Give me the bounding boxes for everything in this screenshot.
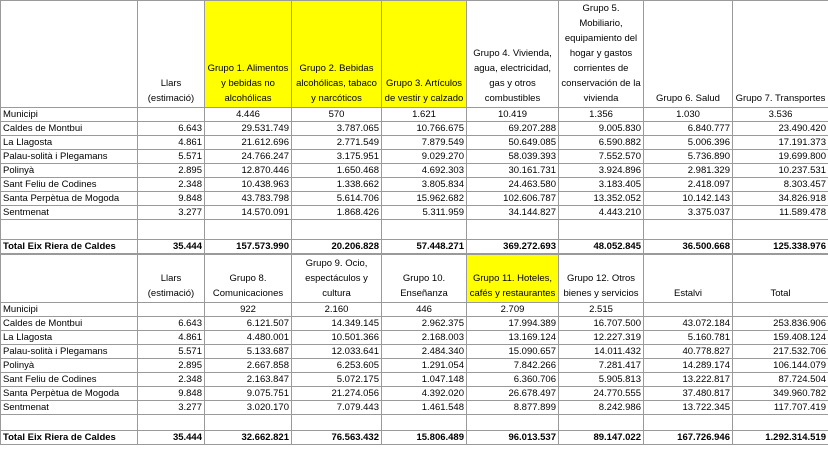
empty-cell (644, 415, 733, 431)
table-cell: 3.924.896 (559, 164, 644, 178)
municipi-count: 2.160 (292, 303, 382, 317)
empty-cell (467, 220, 559, 240)
table-cell: 7.552.570 (559, 150, 644, 164)
table-cell: 29.531.749 (205, 122, 292, 136)
table-cell: 2.667.858 (205, 359, 292, 373)
table-row (1, 136, 828, 150)
municipi-label: Municipi (1, 108, 138, 122)
column-header: Grupo 9. Ocio, espectáculos y cultura (292, 255, 382, 303)
table-cell: 14.289.174 (644, 359, 733, 373)
total-cell: 32.662.821 (205, 431, 292, 445)
table-row (1, 401, 828, 415)
row-label: La Llagosta (1, 331, 138, 345)
table-cell: 3.277 (138, 206, 205, 220)
row-label: Sant Feliu de Codines (1, 373, 138, 387)
table-row (1, 178, 828, 192)
total-cell: 35.444 (138, 240, 205, 254)
table-cell: 30.161.731 (467, 164, 559, 178)
column-header: Grupo 1. Alimentos y bebidas no alcohólicas (205, 1, 292, 108)
row-label: Sentmenat (1, 401, 138, 415)
table-cell: 253.836.906 (733, 317, 828, 331)
column-header: Llars (estimació) (138, 255, 205, 303)
empty-cell (382, 220, 467, 240)
table-cell: 69.207.288 (467, 122, 559, 136)
table-cell: 2.484.340 (382, 345, 467, 359)
table-row (1, 122, 828, 136)
table-cell: 9.848 (138, 387, 205, 401)
empty-cell (205, 220, 292, 240)
header-row (1, 255, 828, 303)
table-cell: 2.895 (138, 359, 205, 373)
table-cell: 6.643 (138, 122, 205, 136)
table-cell: 5.614.706 (292, 192, 382, 206)
empty-cell (1, 415, 138, 431)
table-cell: 2.895 (138, 164, 205, 178)
table-cell: 9.005.830 (559, 122, 644, 136)
table-cell: 4.861 (138, 331, 205, 345)
column-header: Estalvi (644, 255, 733, 303)
table-cell: 10.438.963 (205, 178, 292, 192)
table-cell: 24.770.555 (559, 387, 644, 401)
table-cell: 9.848 (138, 192, 205, 206)
table-cell: 11.589.478 (733, 206, 828, 220)
table-cell: 4.443.210 (559, 206, 644, 220)
table-cell: 3.277 (138, 401, 205, 415)
table-cell: 3.175.951 (292, 150, 382, 164)
table-cell: 6.590.882 (559, 136, 644, 150)
table-cell: 6.360.706 (467, 373, 559, 387)
table-cell: 13.222.817 (644, 373, 733, 387)
municipi-count: 3.536 (733, 108, 828, 122)
empty-cell (467, 415, 559, 431)
municipi-row (1, 303, 828, 317)
table-cell: 10.501.366 (292, 331, 382, 345)
table-row (1, 387, 828, 401)
table-cell: 15.090.657 (467, 345, 559, 359)
empty-cell (382, 415, 467, 431)
column-header: Grupo 7. Transportes (733, 1, 828, 108)
table-cell: 1.291.054 (382, 359, 467, 373)
table-cell: 17.994.389 (467, 317, 559, 331)
table-cell: 14.349.145 (292, 317, 382, 331)
total-cell: 125.338.976 (733, 240, 828, 254)
table-cell: 217.532.706 (733, 345, 828, 359)
total-cell: 167.726.946 (644, 431, 733, 445)
municipi-count: 570 (292, 108, 382, 122)
column-header: Grupo 2. Bebidas alcohólicas, tabaco y narcóticos (292, 1, 382, 108)
table-cell: 87.724.504 (733, 373, 828, 387)
table-cell: 102.606.787 (467, 192, 559, 206)
municipi-count: 1.356 (559, 108, 644, 122)
table-row (1, 206, 828, 220)
total-cell: 15.806.489 (382, 431, 467, 445)
column-header: Llars (estimació) (138, 1, 205, 108)
table-cell: 5.160.781 (644, 331, 733, 345)
total-cell: 157.573.990 (205, 240, 292, 254)
table-cell: 34.144.827 (467, 206, 559, 220)
total-cell: 96.013.537 (467, 431, 559, 445)
empty-cell (292, 415, 382, 431)
column-header: Total (733, 255, 828, 303)
total-row (1, 240, 828, 254)
table-cell: 1.338.662 (292, 178, 382, 192)
table-cell: 8.242.986 (559, 401, 644, 415)
table-row (1, 317, 828, 331)
table-row (1, 373, 828, 387)
table-cell: 5.736.890 (644, 150, 733, 164)
table-cell: 1.868.426 (292, 206, 382, 220)
table-cell: 4.480.001 (205, 331, 292, 345)
municipi-count (138, 108, 205, 122)
column-header: Grupo 4. Vivienda, agua, electricidad, gas y otros combustibles (467, 1, 559, 108)
table-cell: 6.253.605 (292, 359, 382, 373)
table-cell: 5.905.813 (559, 373, 644, 387)
empty-cell (205, 415, 292, 431)
table-cell: 5.311.959 (382, 206, 467, 220)
table-cell: 12.870.446 (205, 164, 292, 178)
empty-cell (292, 220, 382, 240)
municipi-count: 1.030 (644, 108, 733, 122)
table-cell: 43.072.184 (644, 317, 733, 331)
table-cell: 2.981.329 (644, 164, 733, 178)
table-cell: 6.121.507 (205, 317, 292, 331)
total-row (1, 431, 828, 445)
total-cell: 20.206.828 (292, 240, 382, 254)
row-label: Palau-solità i Plegamans (1, 345, 138, 359)
table-cell: 13.169.124 (467, 331, 559, 345)
empty-cell (644, 220, 733, 240)
municipi-row (1, 108, 828, 122)
column-header: Grupo 10. Enseñanza (382, 255, 467, 303)
table-cell: 23.490.420 (733, 122, 828, 136)
header-row (1, 1, 828, 108)
total-cell: 76.563.432 (292, 431, 382, 445)
table-cell: 5.133.687 (205, 345, 292, 359)
table-cell: 2.962.375 (382, 317, 467, 331)
table-cell: 106.144.079 (733, 359, 828, 373)
column-header: Grupo 3. Artículos de vestir y calzado (382, 1, 467, 108)
row-label: Caldes de Montbui (1, 317, 138, 331)
table-cell: 9.075.751 (205, 387, 292, 401)
table-cell: 1.461.548 (382, 401, 467, 415)
empty-cell (733, 415, 828, 431)
table-cell: 4.692.303 (382, 164, 467, 178)
table-cell: 13.722.345 (644, 401, 733, 415)
spacer-row (1, 415, 828, 431)
table-cell: 3.183.405 (559, 178, 644, 192)
table-cell: 1.047.148 (382, 373, 467, 387)
table-cell: 2.771.549 (292, 136, 382, 150)
total-cell: 369.272.693 (467, 240, 559, 254)
total-cell: 36.500.668 (644, 240, 733, 254)
table-cell: 349.960.782 (733, 387, 828, 401)
table-cell: 12.033.641 (292, 345, 382, 359)
table-cell: 13.352.052 (559, 192, 644, 206)
total-cell: 48.052.845 (559, 240, 644, 254)
table-cell: 9.029.270 (382, 150, 467, 164)
table-cell: 3.375.037 (644, 206, 733, 220)
table-cell: 10.766.675 (382, 122, 467, 136)
empty-cell (1, 220, 138, 240)
row-label: Sant Feliu de Codines (1, 178, 138, 192)
table-cell: 24.463.580 (467, 178, 559, 192)
row-label: Palau-solità i Plegamans (1, 150, 138, 164)
table-cell: 10.237.531 (733, 164, 828, 178)
table-cell: 4.392.020 (382, 387, 467, 401)
empty-cell (138, 220, 205, 240)
municipi-label: Municipi (1, 303, 138, 317)
empty-cell (559, 220, 644, 240)
table-cell: 43.783.798 (205, 192, 292, 206)
table-cell: 14.570.091 (205, 206, 292, 220)
table-cell: 50.649.085 (467, 136, 559, 150)
table-cell: 159.408.124 (733, 331, 828, 345)
table-cell: 7.281.417 (559, 359, 644, 373)
table-cell: 7.879.549 (382, 136, 467, 150)
table-cell: 5.571 (138, 345, 205, 359)
column-header: Grupo 6. Salud (644, 1, 733, 108)
table-cell: 5.571 (138, 150, 205, 164)
table-cell: 26.678.497 (467, 387, 559, 401)
column-header: Grupo 11. Hoteles, cafés y restaurantes (467, 255, 559, 303)
column-header: Grupo 5. Mobiliario, equipamiento del hogar y gastos corrientes de conservación de la vivienda (559, 1, 644, 108)
table-cell: 8.877.899 (467, 401, 559, 415)
spacer-row (1, 220, 828, 240)
empty-cell (733, 220, 828, 240)
row-label: Polinyà (1, 359, 138, 373)
table-cell: 7.842.266 (467, 359, 559, 373)
table-cell: 37.480.817 (644, 387, 733, 401)
table-cell: 2.168.003 (382, 331, 467, 345)
empty-cell (138, 415, 205, 431)
table-cell: 4.861 (138, 136, 205, 150)
table-cell: 21.612.696 (205, 136, 292, 150)
total-cell: 89.147.022 (559, 431, 644, 445)
row-label: Sentmenat (1, 206, 138, 220)
municipi-count: 2.515 (559, 303, 644, 317)
table-cell: 3.805.834 (382, 178, 467, 192)
total-label: Total Eix Riera de Caldes (1, 431, 138, 445)
table-cell: 14.011.432 (559, 345, 644, 359)
table-cell: 5.072.175 (292, 373, 382, 387)
table-cell: 2.163.847 (205, 373, 292, 387)
table-cell: 117.707.419 (733, 401, 828, 415)
total-label: Total Eix Riera de Caldes (1, 240, 138, 254)
total-cell: 57.448.271 (382, 240, 467, 254)
table-cell: 6.643 (138, 317, 205, 331)
table-cell: 5.006.396 (644, 136, 733, 150)
table-cell: 34.826.918 (733, 192, 828, 206)
table-row (1, 164, 828, 178)
municipi-count: 2.709 (467, 303, 559, 317)
municipi-count: 1.621 (382, 108, 467, 122)
table-row (1, 345, 828, 359)
table-cell: 6.840.777 (644, 122, 733, 136)
row-label: Santa Perpètua de Mogoda (1, 192, 138, 206)
table-cell: 8.303.457 (733, 178, 828, 192)
table-cell: 2.348 (138, 373, 205, 387)
municipi-count: 446 (382, 303, 467, 317)
row-label: Santa Perpètua de Mogoda (1, 387, 138, 401)
table-cell: 58.039.393 (467, 150, 559, 164)
table-row (1, 331, 828, 345)
row-label: La Llagosta (1, 136, 138, 150)
table-cell: 17.191.373 (733, 136, 828, 150)
table-cell: 10.142.143 (644, 192, 733, 206)
table-cell: 15.962.682 (382, 192, 467, 206)
table-cell: 2.348 (138, 178, 205, 192)
table-cell: 2.418.097 (644, 178, 733, 192)
table-cell: 7.079.443 (292, 401, 382, 415)
municipi-count (138, 303, 205, 317)
corner-cell (1, 1, 138, 108)
table-cell: 21.274.056 (292, 387, 382, 401)
table-cell: 16.707.500 (559, 317, 644, 331)
municipi-count (733, 303, 828, 317)
corner-cell (1, 255, 138, 303)
row-label: Caldes de Montbui (1, 122, 138, 136)
municipi-count: 10.419 (467, 108, 559, 122)
table-cell: 19.699.800 (733, 150, 828, 164)
table-cell: 3.787.065 (292, 122, 382, 136)
municipi-count: 4.446 (205, 108, 292, 122)
table-cell: 1.650.468 (292, 164, 382, 178)
municipi-count: 922 (205, 303, 292, 317)
spending-table-part-2 (0, 254, 828, 445)
total-cell: 35.444 (138, 431, 205, 445)
column-header: Grupo 8. Comunicaciones (205, 255, 292, 303)
table-row (1, 359, 828, 373)
table-cell: 40.778.827 (644, 345, 733, 359)
total-cell: 1.292.314.519 (733, 431, 828, 445)
table-row (1, 192, 828, 206)
table-cell: 3.020.170 (205, 401, 292, 415)
table-cell: 24.766.247 (205, 150, 292, 164)
table-cell: 12.227.319 (559, 331, 644, 345)
table-row (1, 150, 828, 164)
empty-cell (559, 415, 644, 431)
municipi-count (644, 303, 733, 317)
row-label: Polinyà (1, 164, 138, 178)
column-header: Grupo 12. Otros bienes y servicios (559, 255, 644, 303)
